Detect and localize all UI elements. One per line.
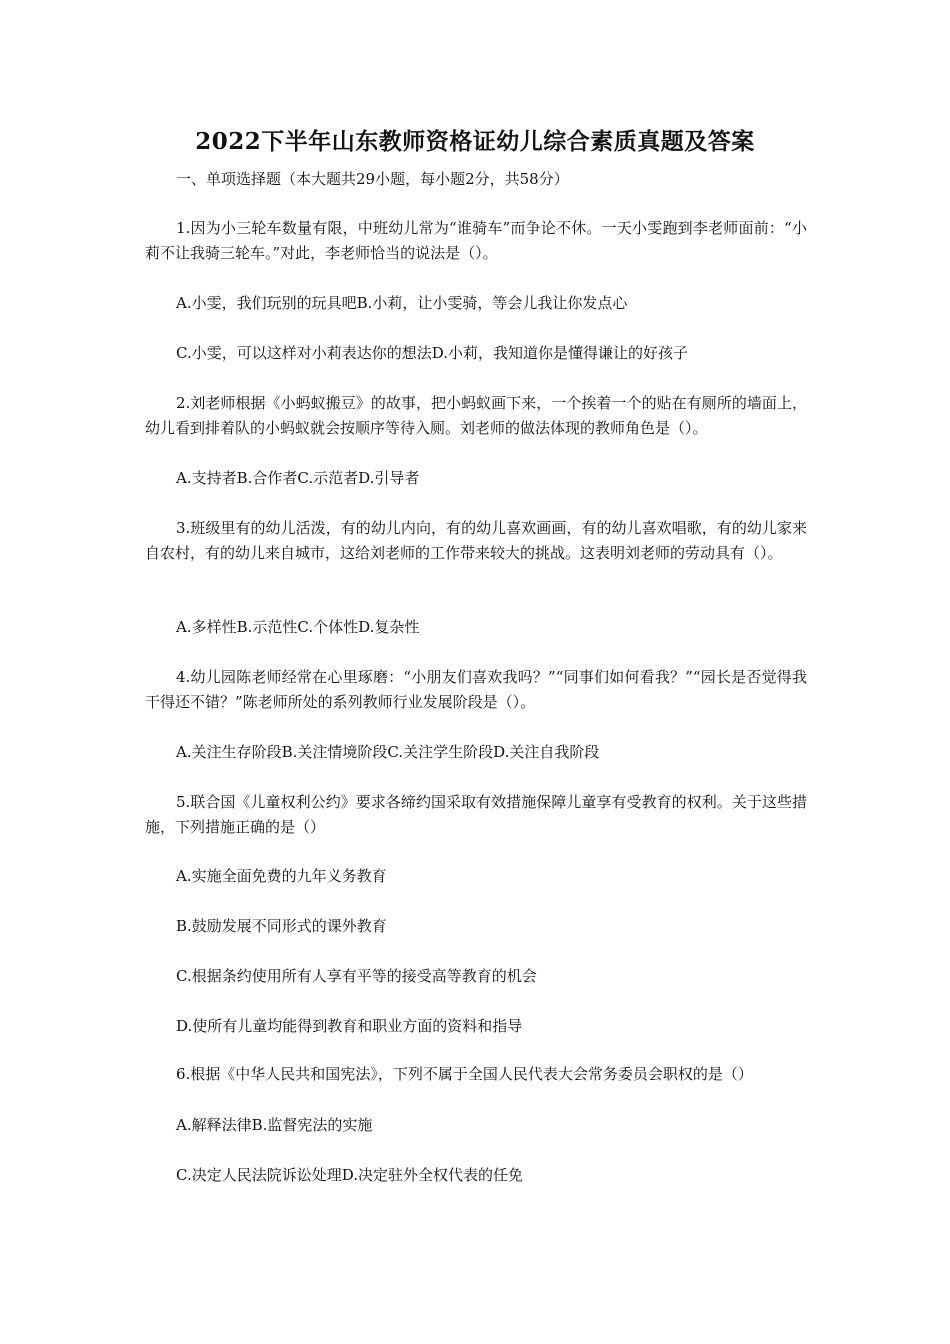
question-5-option-c: C.根据条约使用所有人享有平等的接受高等教育的机会 — [176, 967, 537, 985]
question-1-stem: 1.因为小三轮车数量有限，中班幼儿常为“谁骑车”而争论不休。一天小雯跑到李老师面前：“小莉不让我骑三轮车。”对此，李老师恰当的说法是（）。 — [145, 219, 807, 262]
question-5-stem: 5.联合国《儿童权利公约》要求各缔约国采取有效措施保障儿童享有受教育的权利。关于这些措施，下列措施正确的是（） — [145, 793, 807, 836]
question-4-stem: 4.幼儿园陈老师经常在心里琢磨：“小朋友们喜欢我吗？”“同事们如何看我？”“园长是否觉得我干得还不错？”陈老师所处的系列教师行业发展阶段是（）。 — [145, 668, 807, 711]
question-2-options: A.支持者B.合作者C.示范者D.引导者 — [176, 469, 420, 487]
question-5-option-d: D.使所有儿童均能得到教育和职业方面的资料和指导 — [176, 1017, 523, 1035]
document-title: 2022下半年山东教师资格证幼儿综合素质真题及答案 — [195, 128, 755, 155]
question-6-stem: 6.根据《中华人民共和国宪法》，下列不属于全国人民代表大会常务委员会职权的是（） — [176, 1065, 753, 1083]
question-3-stem: 3.班级里有的幼儿活泼，有的幼儿内向，有的幼儿喜欢画画，有的幼儿喜欢唱歌，有的幼儿家来自农村，有的幼儿来自城市，这给刘老师的工作带来较大的挑战。这表明刘老师的劳动具有（）。 — [145, 519, 807, 562]
question-1-options-cd: C.小雯，可以这样对小莉表达你的想法D.小莉，我知道你是懂得谦让的好孩子 — [176, 344, 688, 362]
question-6-options-ab: A.解释法律B.监督宪法的实施 — [176, 1116, 373, 1134]
question-4-options: A.关注生存阶段B.关注情境阶段C.关注学生阶段D.关注自我阶段 — [176, 743, 600, 761]
question-5-option-a: A.实施全面免费的九年义务教育 — [176, 867, 387, 885]
question-5-option-b: B.鼓励发展不同形式的课外教育 — [176, 917, 387, 935]
question-6-options-cd: C.决定人民法院诉讼处理D.决定驻外全权代表的任免 — [176, 1166, 523, 1184]
question-1-options-ab: A.小雯，我们玩别的玩具吧B.小莉，让小雯骑，等会儿我让你发点心 — [176, 294, 628, 312]
question-3-options: A.多样性B.示范性C.个体性D.复杂性 — [176, 618, 420, 636]
section-heading: 一、单项选择题（本大题共29小题，每小题2分，共58分） — [176, 170, 569, 188]
question-2-stem: 2.刘老师根据《小蚂蚁搬豆》的故事，把小蚂蚁画下来，一个挨着一个的贴在有厕所的墙面上，幼儿看到排着队的小蚂蚁就会按顺序等待入厕。刘老师的做法体现的教师角色是（）。 — [145, 394, 807, 437]
